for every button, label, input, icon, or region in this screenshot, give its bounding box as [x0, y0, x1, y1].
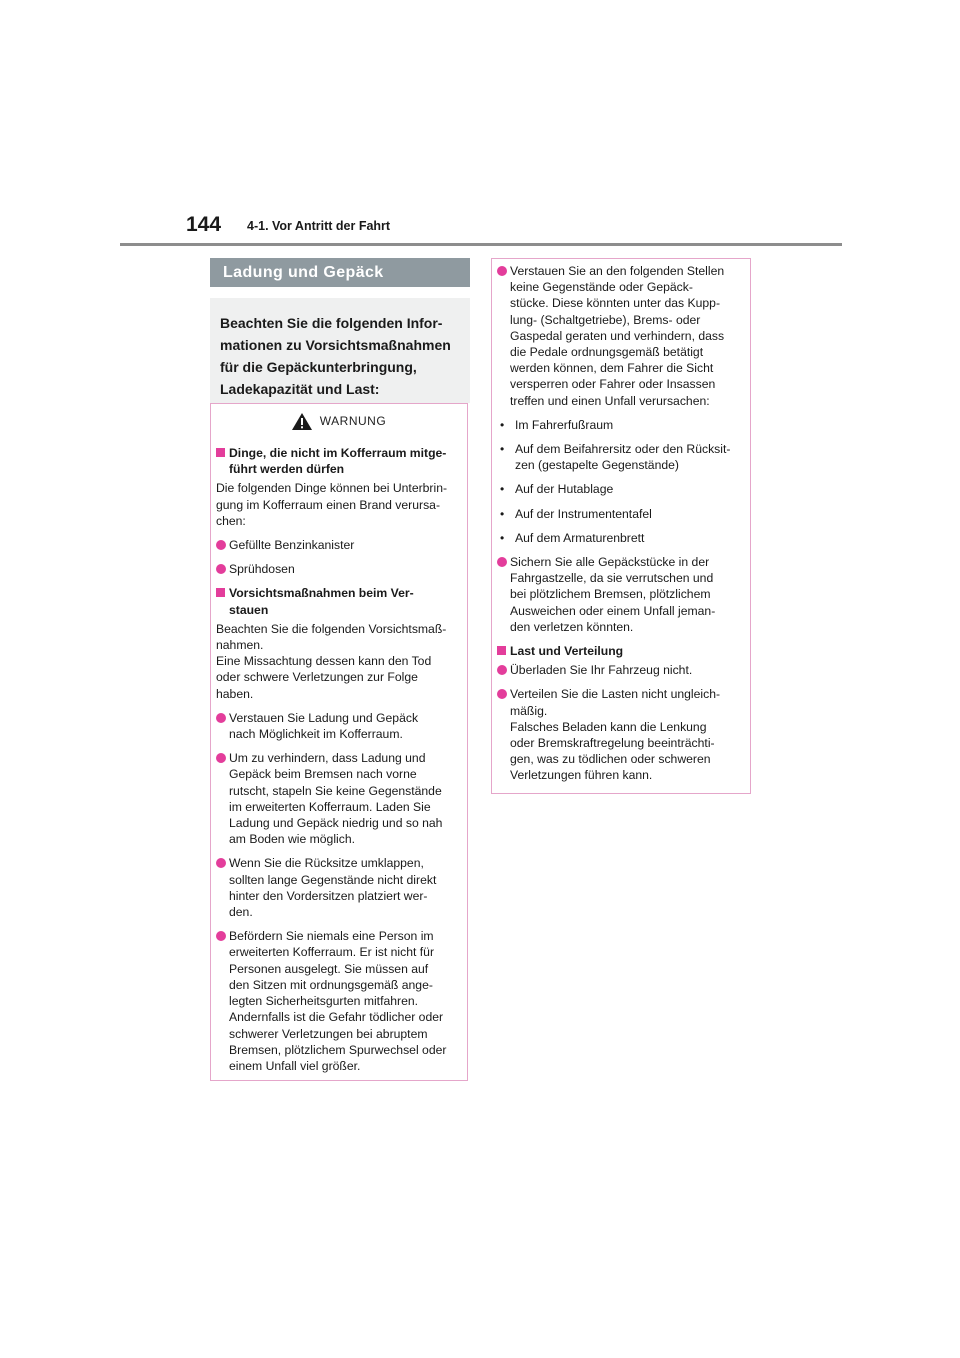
bullet-item	[216, 750, 462, 847]
item-text: Last und Verteilung	[510, 644, 624, 659]
dash-item	[497, 481, 745, 497]
warning-items-left	[216, 445, 462, 1074]
item-text: Verstauen Sie Ladung und Gepäck nach Möglichkeit im Kofferraum.	[229, 710, 419, 742]
dash-bullet-icon: •	[500, 482, 505, 497]
item-text: Auf der Hutablage	[515, 482, 614, 497]
intro-line: Beachten Sie die folgenden Infor-	[220, 315, 443, 331]
item-text: Befördern Sie niemals eine Person im erweiterten Kofferraum. Er ist nicht für Personen ausgelegt. Sie müssen auf den Sitzen mit ordnungsgemäß ange- legten Sicherheitsgurten mitfahren. Andernfalls ist die Gefahr tödlicher oder schwerer Verletzungen bei abruptem Bremsen, plötzlichem Spurwechsel oder einem Unfall viel größer.	[229, 929, 447, 1073]
topic-title: Ladung und Gepäck	[210, 258, 470, 287]
item-text: Sprühdosen	[229, 562, 295, 577]
circle-bullet-icon	[216, 931, 226, 941]
warning-label: WARNUNG	[319, 414, 387, 428]
dash-item	[497, 417, 745, 433]
bullet-item	[497, 263, 745, 409]
circle-bullet-icon	[216, 564, 226, 574]
bullet-item	[497, 686, 745, 783]
intro-line: für die Gepäckunterbringung,	[220, 359, 417, 375]
item-text: Wenn Sie die Rücksitze umklappen, sollten lange Gegenstände nicht direkt hinter den Vordersitzen platziert wer- den.	[229, 856, 437, 920]
item-text: Sichern Sie alle Gepäckstücke in der Fahrgastzelle, da sie verrutschen und bei plötzlichem Bremsen, plötzlichem Ausweichen oder einem Unfall jeman- den verletzen könnten.	[510, 555, 716, 634]
page-number: 144	[186, 213, 222, 236]
dash-bullet-icon: •	[500, 530, 505, 545]
dash-bullet-icon: •	[500, 417, 505, 432]
warning-box-left	[210, 403, 468, 1081]
dash-item	[497, 506, 745, 522]
circle-bullet-icon	[497, 689, 507, 699]
bullet-item	[216, 928, 462, 1074]
circle-bullet-icon	[216, 540, 226, 550]
bullet-item	[216, 855, 462, 920]
dash-bullet-icon: •	[500, 442, 505, 457]
item-text: Verteilen Sie die Lasten nicht ungleich- mäßig. Falsches Beladen kann die Lenkung oder Bremskraftregelung beeinträchti- gen, was zu tödlichen oder schweren Verletzungen führen kann.	[510, 687, 721, 783]
item-text: Auf der Instrumententafel	[515, 506, 652, 521]
item-text: Beachten Sie die folgenden Vorsichtsmaß- nahmen. Eine Missachtung dessen kann den Tod oder schwere Verletzungen zur Folge haben.	[216, 621, 447, 701]
left-column	[210, 258, 470, 403]
warning-header	[216, 411, 462, 431]
dash-item	[497, 530, 745, 546]
item-text: Auf dem Armaturenbrett	[515, 530, 645, 545]
circle-bullet-icon	[216, 713, 226, 723]
dash-item	[497, 441, 745, 473]
paragraph	[216, 621, 462, 702]
bullet-item	[216, 537, 462, 553]
circle-bullet-icon	[497, 557, 507, 567]
intro-box	[210, 298, 470, 403]
warning-box-right	[491, 258, 751, 794]
intro-line: Ladekapazität und Last:	[220, 381, 380, 397]
item-text: Verstauen Sie an den folgenden Stellen keine Gegenstände oder Gepäck- stücke. Diese könnten unter das Kupp- lung- (Schaltgetriebe), Brems- oder Gaspedal geraten und verhindern, dass die Pedale ordnungsgemäß betätigt werden können, dem Fahrer die Sicht versperren oder Fahrer oder Insassen treffen und einen Unfall verursachen:	[510, 264, 725, 408]
item-text: Auf dem Beifahrersitz oder den Rücksit- zen (gestapelte Gegenstände)	[515, 442, 731, 473]
square-bullet-icon	[216, 448, 225, 457]
intro-line: mationen zu Vorsichtsmaßnahmen	[220, 337, 451, 353]
circle-bullet-icon	[497, 665, 507, 675]
item-text: Gefüllte Benzinkanister	[229, 538, 355, 553]
circle-bullet-icon	[216, 753, 226, 763]
item-text: Die folgenden Dinge können bei Unterbrin- gung im Kofferraum einen Brand verursa- chen:	[216, 481, 448, 528]
bullet-item	[216, 710, 462, 742]
bullet-item	[497, 662, 745, 678]
dash-bullet-icon: •	[500, 506, 505, 521]
square-bullet-icon	[216, 588, 225, 597]
circle-bullet-icon	[497, 266, 507, 276]
section-title: 4-1. Vor Antritt der Fahrt	[247, 219, 391, 233]
subheading	[216, 445, 462, 477]
circle-bullet-icon	[216, 858, 226, 868]
warning-triangle-icon	[292, 413, 312, 430]
subheading	[497, 643, 745, 659]
square-bullet-icon	[497, 646, 506, 655]
bullet-item	[216, 561, 462, 577]
header-rule	[120, 243, 842, 246]
item-text: Überladen Sie Ihr Fahrzeug nicht.	[510, 663, 693, 678]
item-text: Dinge, die nicht im Kofferraum mitge- führt werden dürfen	[229, 446, 447, 477]
item-text: Im Fahrerfußraum	[515, 417, 614, 432]
warning-items-right	[497, 263, 745, 784]
paragraph	[216, 480, 462, 529]
item-text: Um zu verhindern, dass Ladung und Gepäck beim Bremsen nach vorne rutscht, stapeln Sie keine Gegenstände im erweiterten Kofferraum. Laden Sie Ladung und Gepäck niedrig und so nah am Boden wie möglich.	[229, 751, 443, 847]
item-text: Vorsichtsmaßnahmen beim Ver- stauen	[229, 586, 414, 617]
subheading	[216, 585, 462, 617]
bullet-item	[497, 554, 745, 635]
